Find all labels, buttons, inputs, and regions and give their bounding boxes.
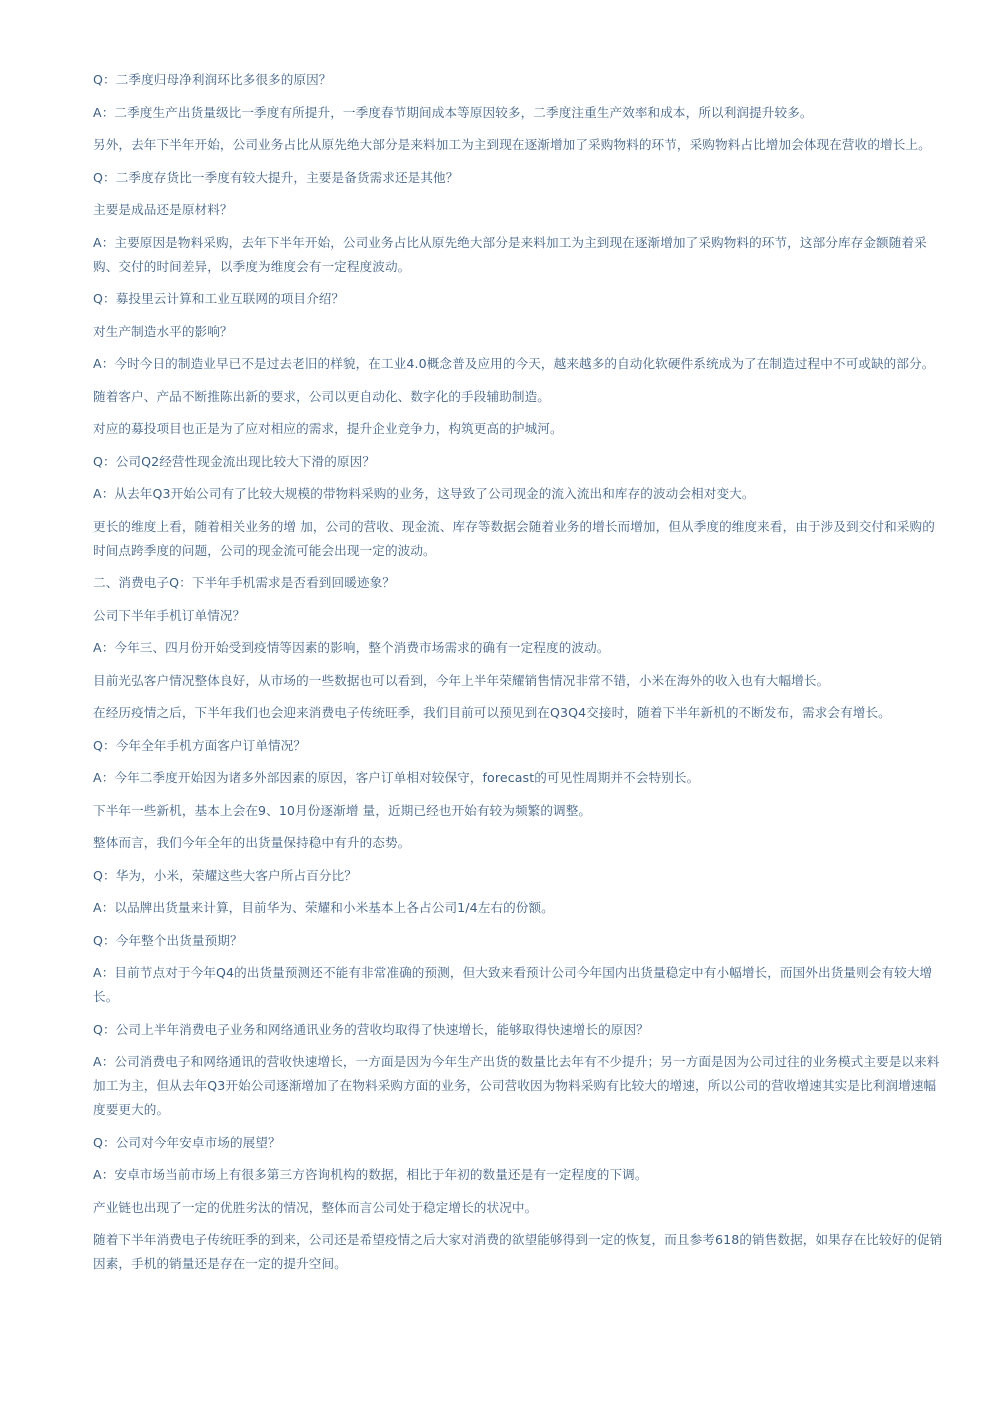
paragraph: Q：今年整个出货量预期？ (93, 932, 243, 948)
paragraph: A：安卓市场当前市场上有很多第三方咨询机构的数据，相比于年初的数量还是有一定程度的下调。 (93, 1167, 648, 1182)
paragraph: 随着下半年消费电子传统旺季的到来，公司还是希望疫情之后大家对消费的欲望能够得到一定的恢复，而且参考618的销售数据，如果存在比较好的促销因素，手机的销量还是存在一定的提升空间。 (93, 1232, 943, 1271)
document-body (93, 68, 945, 1285)
paragraph: A：今时今日的制造业早已不是过去老旧的样貌，在工业4.0概念普及应用的今天，越来越多的自动化软硬件系统成为了在制造过程中不可或缺的部分。 (93, 356, 935, 371)
paragraph: A：公司消费电子和网络通讯的营收快速增长，一方面是因为今年生产出货的数量比去年有不少提升；另一方面是因为公司过往的业务模式主要是以来料加工为主，但从去年Q3开始公司逐渐增加了在物料采购方面的业务，公司营收因为物料采购有比较大的增速，所以公司的营收增速其实是比利润增速幅度要更大的。 (93, 1054, 940, 1117)
paragraph: 在经历疫情之后，下半年我们也会迎来消费电子传统旺季，我们目前可以预见到在Q3Q4交接时，随着下半年新机的不断发布，需求会有增长。 (93, 705, 891, 720)
paragraph: A：主要原因是物料采购，去年下半年开始，公司业务占比从原先绝大部分是来料加工为主到现在逐渐增加了采购物料的环节，这部分库存金额随着采购、交付的时间差异，以季度为维度会有一定程度波动。 (93, 234, 927, 274)
paragraph: A：二季度生产出货量级比一季度有所提升，一季度春节期间成本等原因较多，二季度注重生产效率和成本，所以利润提升较多。 (93, 104, 813, 120)
paragraph: 整体而言，我们今年全年的出货量保持稳中有升的态势。 (93, 835, 411, 850)
paragraph: A：目前节点对于今年Q4的出货量预测还不能有非常准确的预测，但大致来看预计公司今年国内出货量稳定中有小幅增长，而国外出货量则会有较大增长。 (93, 965, 933, 1004)
paragraph: 二、消费电子Q：下半年手机需求是否看到回暖迹象？ (93, 575, 395, 590)
paragraph: 主要是成品还是原材料？ (93, 202, 233, 217)
paragraph: Q：募投里云计算和工业互联网的项目介绍？ (93, 291, 345, 306)
paragraph: 更长的维度上看，随着相关业务的增 加，公司的营收、现金流、库存等数据会随着业务的增长而增加，但从季度的维度来看，由于涉及到交付和采购的时间点跨季度的问题，公司的现金流可能会出现一定的波动。 (93, 518, 935, 558)
paragraph: 另外，去年下半年开始，公司业务占比从原先绝大部分是来料加工为主到现在逐渐增加了采购物料的环节，采购物料占比增加会体现在营收的增长上。 (93, 137, 931, 152)
paragraph: Q：二季度归母净利润环比多很多的原因？ (93, 72, 332, 87)
paragraph: A：今年二季度开始因为诸多外部因素的原因，客户订单相对较保守，forecast的可见性周期并不会特别长。 (93, 770, 700, 785)
paragraph: 随着客户、产品不断推陈出新的要求，公司以更自动化、数字化的手段辅助制造。 (93, 388, 550, 404)
paragraph: 产业链也出现了一定的优胜劣汰的情况，整体而言公司处于稳定增长的状况中。 (93, 1199, 538, 1215)
paragraph: A：以品牌出货量来计算，目前华为、荣耀和小米基本上各占公司1/4左右的份额。 (93, 900, 554, 915)
paragraph: Q：二季度存货比一季度有较大提升，主要是备货需求还是其他？ (93, 169, 459, 185)
paragraph: 公司下半年手机订单情况？ (93, 607, 246, 623)
paragraph: 对应的募投项目也正是为了应对相应的需求，提升企业竞争力，构筑更高的护城河。 (93, 421, 563, 436)
paragraph: Q：公司上半年消费电子业务和网络通讯业务的营收均取得了快速增长，能够取得快速增长的原因？ (93, 1021, 649, 1037)
paragraph: Q：今年全年手机方面客户订单情况？ (93, 737, 307, 753)
paragraph: 目前光弘客户情况整体良好，从市场的一些数据也可以看到，今年上半年荣耀销售情况非常不错，小米在海外的收入也有大幅增长。 (93, 672, 830, 688)
paragraph: A：从去年Q3开始公司有了比较大规模的带物料采购的业务，这导致了公司现金的流入流出和库存的波动会相对变大。 (93, 486, 755, 501)
paragraph: Q：华为，小米，荣耀这些大客户所占百分比？ (93, 867, 357, 883)
paragraph: 下半年一些新机，基本上会在9、10月份逐渐增 量，近期已经也开始有较为频繁的调整。 (93, 802, 592, 818)
paragraph: Q：公司Q2经营性现金流出现比较大下滑的原因？ (93, 453, 376, 469)
paragraph: 对生产制造水平的影响？ (93, 323, 233, 339)
paragraph: Q：公司对今年安卓市场的展望？ (93, 1134, 281, 1150)
paragraph: A：今年三、四月份开始受到疫情等因素的影响，整个消费市场需求的确有一定程度的波动。 (93, 640, 610, 655)
